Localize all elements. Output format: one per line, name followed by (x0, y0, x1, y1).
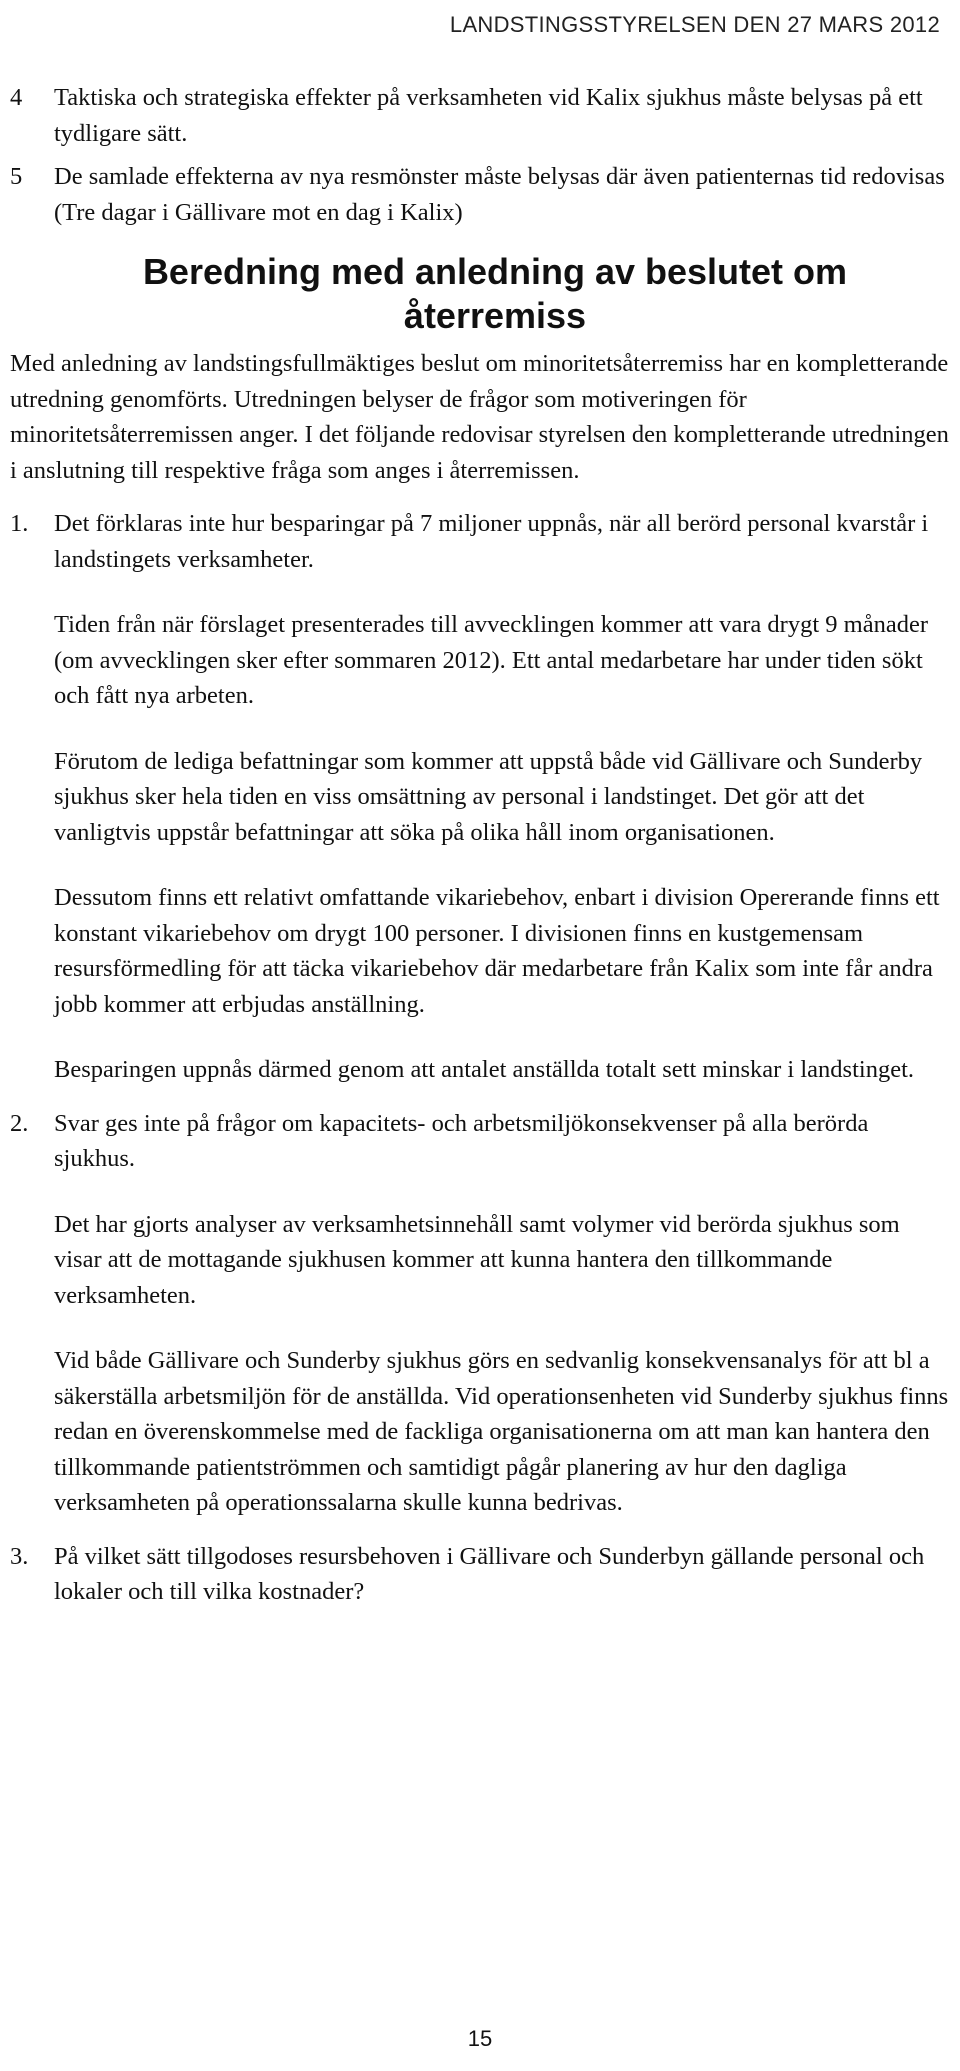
question-text: Svar ges inte på frågor om kapacitets- och arbetsmiljökonsekvenser på alla berörda sjukhus. (54, 1109, 869, 1172)
answer-paragraph: Förutom de lediga befattningar som kommer att uppstå både vid Gällivare och Sunderby sjukhus sker hela tiden en viss omsättning av personal i landstinget. Det gör att det vanligtvis uppstår befattningar att söka på olika håll inom organisationen. (54, 747, 923, 846)
section-intro: Med anledning av landstingsfullmäktiges beslut om minoritetsåterremiss har en kompletterande utredning genomförts. Utredningen belyser de frågor som motiveringen för minoritetsåterremissen anger. I det följande redovisar styrelsen den kompletterande utredningen i anslutning till respektive fråga som anges i återremissen. (10, 350, 949, 484)
question-number: 3. (10, 1542, 29, 1570)
question-text: På vilket sätt tillgodoses resursbehoven i Gällivare och Sunderbyn gällande personal och lokaler och till vilka kostnader? (54, 1542, 925, 1605)
answer-paragraph: Dessutom finns ett relativt omfattande vikariebehov, enbart i division Opererande finns ett konstant vikariebehov om drygt 100 personer. I divisionen finns en kustgemensam resursförmedling för att täcka vikariebehov där medarbetare från Kalix som inte får andra jobb kommer att erbjudas anställning. (54, 884, 940, 1018)
answer-paragraph: Tiden från när förslaget presenterades till avvecklingen kommer att vara drygt 9 månader (om avvecklingen sker efter sommaren 2012). Ett antal medarbetare har under tiden sökt och fått nya arbeten. (54, 611, 928, 709)
item-text: Taktiska och strategiska effekter på verksamheten vid Kalix sjukhus måste belysas på ett tydligare sätt. (54, 84, 923, 147)
section-heading: Beredning med anledning av beslutet om återremiss (142, 251, 848, 336)
question-item (0, 1106, 960, 1177)
answer-paragraph: Det har gjorts analyser av verksamhetsinnehåll samt volymer vid berörda sjukhus som visar att de mottagande sjukhusen kommer att kunna hantera den tillkommande verksamheten. (54, 1210, 900, 1309)
question-text: Det förklaras inte hur besparingar på 7 miljoner uppnås, när all berörd personal kvarstår i landstingets verksamheter. (54, 510, 929, 573)
list-item (0, 80, 960, 151)
answer-paragraph: Vid både Gällivare och Sunderby sjukhus görs en sedvanlig konsekvensanalys för att bl a säkerställa arbetsmiljön för de anställda. Vid operationsenheten vid Sunderby sjukhus finns redan en överenskommelse med de fackliga organisationerna om att man kan hantera den tillkommande patientströmmen och samtidigt pågår planering av hur den dagliga verksamheten på operationssalarna skulle kunna bedrivas. (54, 1347, 949, 1516)
answer-paragraph: Besparingen uppnås därmed genom att antalet anställda totalt sett minskar i landstinget. (54, 1056, 915, 1083)
item-number: 4 (10, 84, 23, 111)
question-number: 1. (10, 510, 29, 537)
page-number: 15 (467, 2026, 493, 2051)
item-text: De samlade effekterna av nya resmönster måste belysas där även patienternas tid redovisas (Tre dagar i Gällivare mot en dag i Kalix) (54, 163, 945, 226)
question-number: 2. (10, 1109, 29, 1137)
item-number: 5 (10, 163, 23, 190)
running-header: LANDSTINGSSTYRELSEN DEN 27 MARS 2012 (449, 12, 940, 37)
question-item (0, 506, 960, 577)
question-item (0, 1539, 960, 1610)
page-content (0, 80, 960, 1610)
list-item (0, 159, 960, 230)
